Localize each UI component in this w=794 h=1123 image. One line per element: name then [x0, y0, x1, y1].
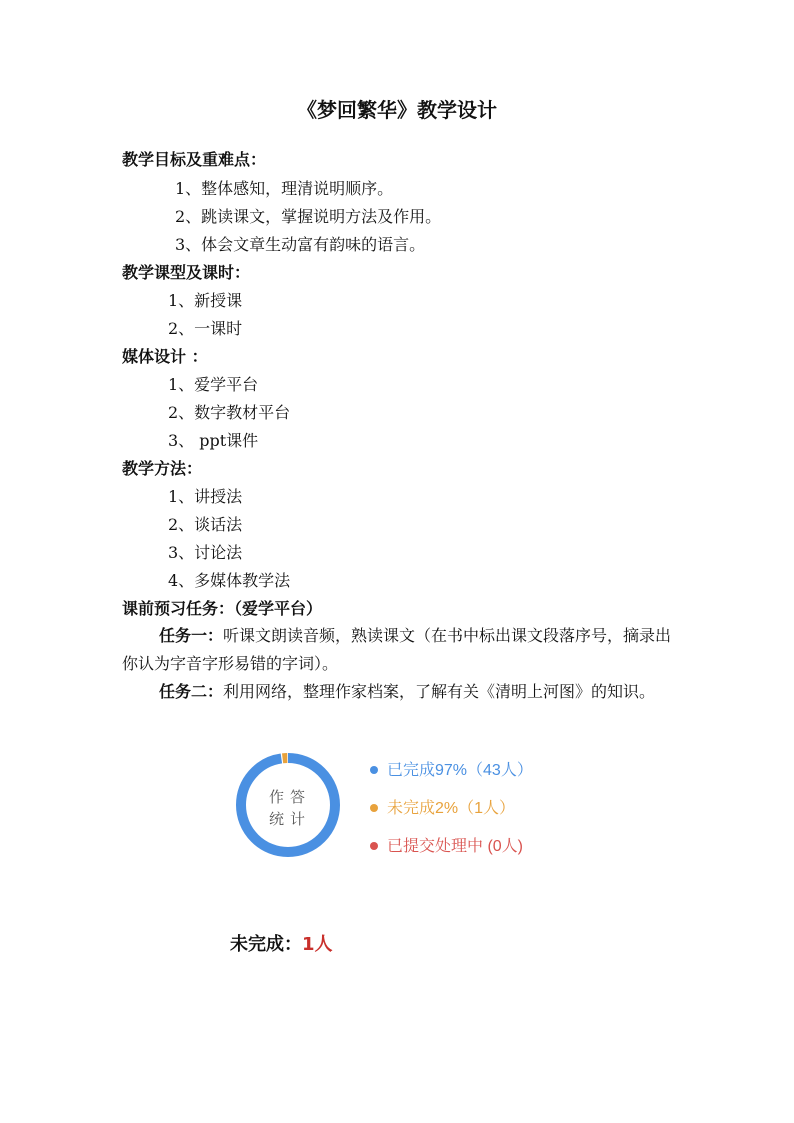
task-1-paragraph	[122, 622, 682, 678]
task-1-text: 听课文朗读音频，熟读课文（在书中标出课文段落序号，摘录出你认为字音字形易错的字词）。	[122, 626, 672, 673]
media-item-3: 3、 ppt课件	[168, 431, 259, 450]
lesson-type-item-2: 2、一课时	[168, 319, 243, 338]
incomplete-summary-label: 未完成：	[230, 934, 302, 955]
legend-item-processing	[370, 833, 523, 856]
legend-label-processing: 已提交处理中 (0人)	[387, 838, 524, 855]
media-heading: 媒体设计 ：	[122, 347, 208, 366]
task-2-label: 任务二：	[159, 682, 224, 701]
legend-item-completed	[370, 757, 533, 780]
page-title: 《梦回繁华》教学设计	[297, 98, 497, 122]
objectives-heading: 教学目标及重难点：	[122, 150, 267, 169]
methods-heading: 教学方法：	[122, 459, 203, 478]
lesson-type-item-1: 1、新授课	[168, 291, 243, 310]
preview-heading: 课前预习任务：（爱学平台）	[122, 599, 323, 618]
method-item-4: 4、多媒体教学法	[168, 571, 291, 590]
lesson-type-heading: 教学课型及课时：	[122, 263, 251, 282]
legend-dot-incomplete	[370, 804, 378, 812]
legend-item-incomplete	[370, 795, 515, 818]
legend-label-incomplete: 未完成2%（1人）	[387, 800, 516, 817]
method-item-1: 1、讲授法	[168, 487, 243, 506]
media-item-1: 1、爱学平台	[168, 375, 259, 394]
objective-item-2: 2、跳读课文，掌握说明方法及作用。	[175, 207, 442, 226]
donut-center-label-line1: 作答	[268, 788, 311, 806]
media-item-2: 2、数字教材平台	[168, 403, 291, 422]
objective-item-3: 3、体会文章生动富有韵味的语言。	[175, 235, 426, 254]
incomplete-summary-value: 1人	[302, 934, 333, 955]
method-item-3: 3、讨论法	[168, 543, 243, 562]
task-1-label: 任务一：	[159, 626, 224, 645]
incomplete-summary	[230, 930, 333, 956]
task-2-text: 利用网络，整理作家档案，了解有关《清明上河图》的知识。	[223, 682, 656, 701]
task-2-paragraph	[122, 678, 682, 706]
objective-item-1: 1、整体感知，理清说明顺序。	[175, 179, 394, 198]
legend-dot-completed	[370, 766, 378, 774]
legend-dot-processing	[370, 842, 378, 850]
method-item-2: 2、谈话法	[168, 515, 243, 534]
donut-center-label-line2: 统计	[268, 810, 311, 828]
legend-label-completed: 已完成97%（43人）	[387, 762, 533, 779]
